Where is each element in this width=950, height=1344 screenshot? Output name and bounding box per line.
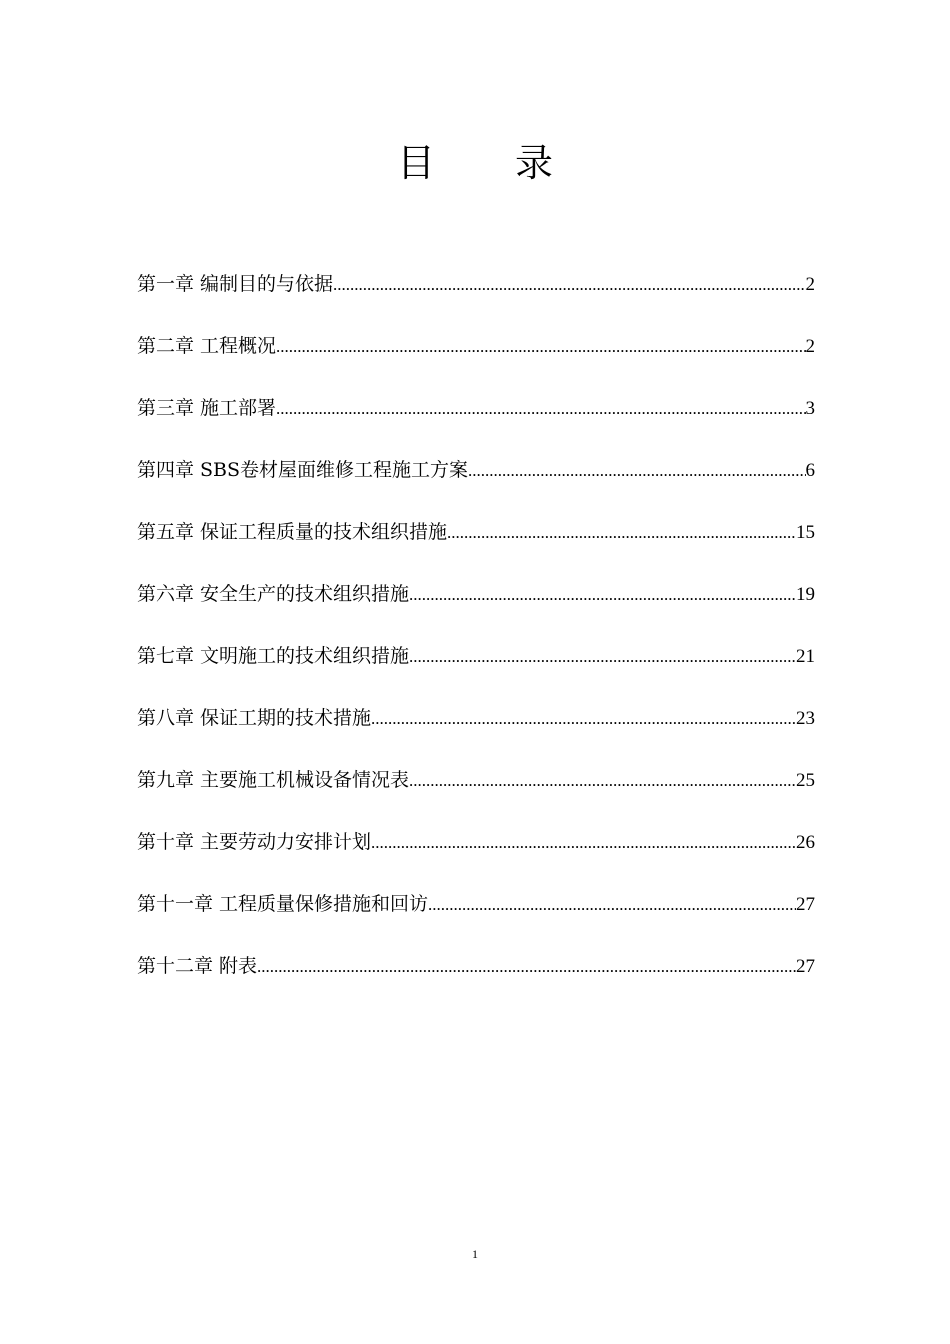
toc-entry-page: 3 [805,398,815,419]
title-char-2: 录 [515,141,554,185]
toc-entry-page: 25 [796,770,815,791]
toc-dot-leader [468,449,805,493]
toc-dot-leader [333,263,805,307]
toc-entry-3[interactable] [137,386,815,448]
toc-entry-page: 21 [796,646,815,667]
toc-entry-10[interactable] [137,820,815,882]
toc-entry-label: 第一章 编制目的与依据 [137,273,334,295]
toc-entry-1[interactable] [137,262,815,324]
toc-entry-label: 第三章 施工部署 [137,397,277,419]
toc-entry-8[interactable] [137,696,815,758]
toc-dot-leader [409,573,796,617]
toc-entry-11[interactable] [137,882,815,944]
toc-dot-leader [371,821,796,865]
toc-entry-label: 第六章 安全生产的技术组织措施 [137,583,410,605]
toc-entry-label: 第五章 保证工程质量的技术组织措施 [137,521,448,543]
toc-entry-4[interactable] [137,448,815,510]
toc-entry-12[interactable] [137,944,815,1006]
toc-entry-5[interactable] [137,510,815,572]
toc-entry-7[interactable] [137,634,815,696]
toc-entry-label: 第四章 SBS卷材屋面维修工程施工方案 [137,459,469,481]
toc-dot-leader [257,945,796,989]
toc-dot-leader [409,635,796,679]
toc-dot-leader [276,387,805,431]
toc-entry-label: 第二章 工程概况 [137,335,277,357]
table-of-contents [137,262,815,1006]
page-title [0,138,950,188]
toc-entry-2[interactable] [137,324,815,386]
toc-entry-label: 第十一章 工程质量保修措施和回访 [137,893,429,915]
toc-entry-label: 第八章 保证工期的技术措施 [137,707,372,729]
toc-entry-page: 2 [805,274,815,295]
toc-entry-label: 第九章 主要施工机械设备情况表 [137,769,410,791]
toc-entry-page: 27 [796,894,815,915]
toc-entry-label: 第十二章 附表 [137,955,258,977]
title-char-1: 目 [396,141,435,185]
toc-entry-9[interactable] [137,758,815,820]
toc-entry-page: 26 [796,832,815,853]
toc-dot-leader [409,759,796,803]
toc-dot-leader [447,511,796,555]
toc-entry-page: 23 [796,708,815,729]
toc-dot-leader [371,697,796,741]
toc-entry-6[interactable] [137,572,815,634]
toc-dot-leader [428,883,796,927]
page-number: 1 [472,1247,478,1261]
toc-entry-label: 第七章 文明施工的技术组织措施 [137,645,410,667]
toc-entry-page: 15 [796,522,815,543]
toc-entry-label: 第十章 主要劳动力安排计划 [137,831,372,853]
toc-entry-page: 6 [805,460,815,481]
toc-entry-page: 2 [805,336,815,357]
toc-entry-page: 27 [796,956,815,977]
toc-entry-page: 19 [796,584,815,605]
toc-dot-leader [276,325,805,369]
